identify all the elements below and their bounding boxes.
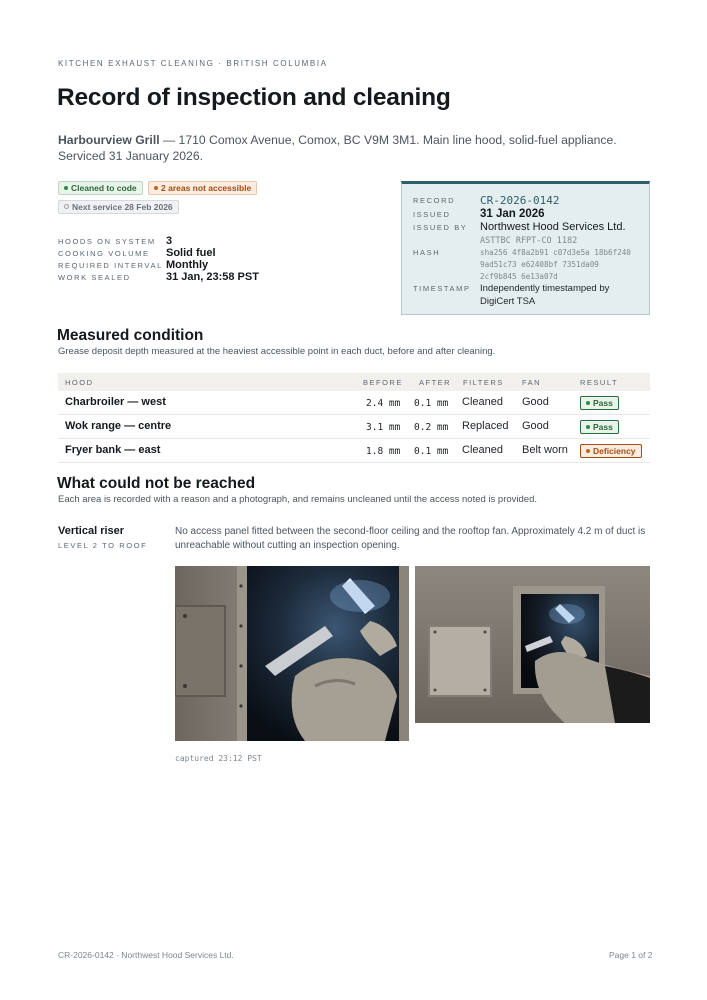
fan-status: Belt worn xyxy=(522,444,568,456)
fact-value: 3 xyxy=(166,235,173,247)
footer-record: CR-2026-0142 · Northwest Hood Services Ltd. xyxy=(58,950,234,960)
fan-status: Good xyxy=(522,420,549,432)
before-depth: 2.4 mm xyxy=(366,398,401,409)
area-reason: No access panel fitted between the second-floor ceiling and the rooftop fan. Approximately 4.2 m of duct is unreachable without cutting an inspection opening. xyxy=(175,526,646,551)
after-depth: 0.1 mm xyxy=(414,446,449,457)
issuer-registration: ASTTBC RFPT-CO 1182 xyxy=(480,236,578,246)
status-dot-icon xyxy=(586,401,590,405)
hash-label: HASH xyxy=(413,248,441,257)
area-location: LEVEL 2 TO ROOF xyxy=(58,541,148,550)
client-name: Harbourview Grill xyxy=(58,133,160,147)
issued-label: ISSUED xyxy=(413,210,451,219)
after-depth: 0.2 mm xyxy=(414,422,449,433)
result-badge xyxy=(580,396,619,410)
fact-label: COOKING VOLUME xyxy=(58,249,150,258)
hash-line: 2cf9b845 6e13a07d xyxy=(480,272,558,281)
unreached-subtitle: Each area is recorded with a reason and a photograph, and remains uncleaned until the access noted is provided. xyxy=(58,494,537,505)
fact-label: REQUIRED INTERVAL xyxy=(58,261,163,270)
condition-table xyxy=(58,373,650,463)
after-depth: 0.1 mm xyxy=(414,398,449,409)
result-badge xyxy=(580,444,642,458)
table-header xyxy=(58,373,650,391)
hood-name: Charbroiler — west xyxy=(65,396,166,408)
result-label: Deficiency xyxy=(593,446,636,456)
status-chip-label: Next service 28 Feb 2026 xyxy=(72,202,173,212)
eyebrow: KITCHEN EXHAUST CLEANING · BRITISH COLUMBIA xyxy=(58,59,328,68)
client-summary xyxy=(58,132,653,164)
column-header-after: AFTER xyxy=(419,378,452,387)
status-dot-icon xyxy=(586,425,590,429)
timestamp-label: TIMESTAMP xyxy=(413,284,471,293)
status-chip-label: 2 areas not accessible xyxy=(161,183,252,193)
area-name: Vertical riser xyxy=(58,525,125,537)
unreached-heading: What could not be reached xyxy=(57,475,256,492)
status-chip-not-accessible xyxy=(148,181,257,195)
status-dot-icon xyxy=(154,186,158,190)
hash-line: 9ad51c73 e62408bf 7351da09 xyxy=(480,260,599,269)
measured-condition-subtitle: Grease deposit depth measured at the heaviest accessible point in each duct, before and after cleaning. xyxy=(58,346,496,357)
fact-value: 31 Jan, 23:58 PST xyxy=(166,271,259,283)
page-number: Page 1 of 2 xyxy=(609,950,653,960)
column-header-before: BEFORE xyxy=(363,378,403,387)
status-dot-icon xyxy=(586,449,590,453)
status-dot-icon xyxy=(64,204,69,209)
table-row xyxy=(58,415,650,439)
hood-name: Wok range — centre xyxy=(65,420,172,432)
fact-label: WORK SEALED xyxy=(58,273,131,282)
column-header-fan: FAN xyxy=(522,378,542,387)
measured-condition-heading: Measured condition xyxy=(57,327,204,344)
table-row xyxy=(58,391,650,415)
record-card xyxy=(401,181,650,315)
page-title: Record of inspection and cleaning xyxy=(57,84,451,111)
before-depth: 3.1 mm xyxy=(366,422,401,433)
hash-line: sha256 4f8a2b91 c07d3e5a 18b6f240 xyxy=(480,248,631,257)
filters-status: Cleaned xyxy=(462,396,503,408)
status-chip-next-service xyxy=(58,200,179,214)
hood-name: Fryer bank — east xyxy=(65,444,161,456)
status-chip-label: Cleaned to code xyxy=(71,183,137,193)
before-depth: 1.8 mm xyxy=(366,446,401,457)
fact-label: HOODS ON SYSTEM xyxy=(58,237,156,246)
filters-status: Replaced xyxy=(462,420,509,432)
status-dot-icon xyxy=(64,186,68,190)
column-header-filters: FILTERS xyxy=(463,378,504,387)
issuer-name: Northwest Hood Services Ltd. xyxy=(480,221,626,233)
client-detail: — 1710 Comox Avenue, Comox, BC V9M 3M1. Main line hood, solid-fuel appliance. Serviced 31 January 2026. xyxy=(58,133,617,163)
result-label: Pass xyxy=(593,398,613,408)
status-chip-cleaned xyxy=(58,181,143,195)
duct-photo-wide xyxy=(415,566,650,723)
filters-status: Cleaned xyxy=(462,444,503,456)
fact-value: Monthly xyxy=(166,259,209,271)
issued-by-label: ISSUED BY xyxy=(413,223,468,232)
duct-photo-closeup xyxy=(175,566,409,741)
record-id: CR-2026-0142 xyxy=(480,194,560,207)
table-row xyxy=(58,439,650,463)
result-label: Pass xyxy=(593,422,613,432)
column-header-hood: HOOD xyxy=(65,378,94,387)
result-badge xyxy=(580,420,619,434)
issued-date: 31 Jan 2026 xyxy=(480,208,545,220)
photo-caption: captured 23:12 PST xyxy=(175,754,262,763)
fact-value: Solid fuel xyxy=(166,247,216,259)
timestamp-value: Independently timestamped by DigiCert TSA xyxy=(480,283,610,307)
column-header-result: RESULT xyxy=(580,378,619,387)
record-label: RECORD xyxy=(413,196,456,205)
fan-status: Good xyxy=(522,396,549,408)
